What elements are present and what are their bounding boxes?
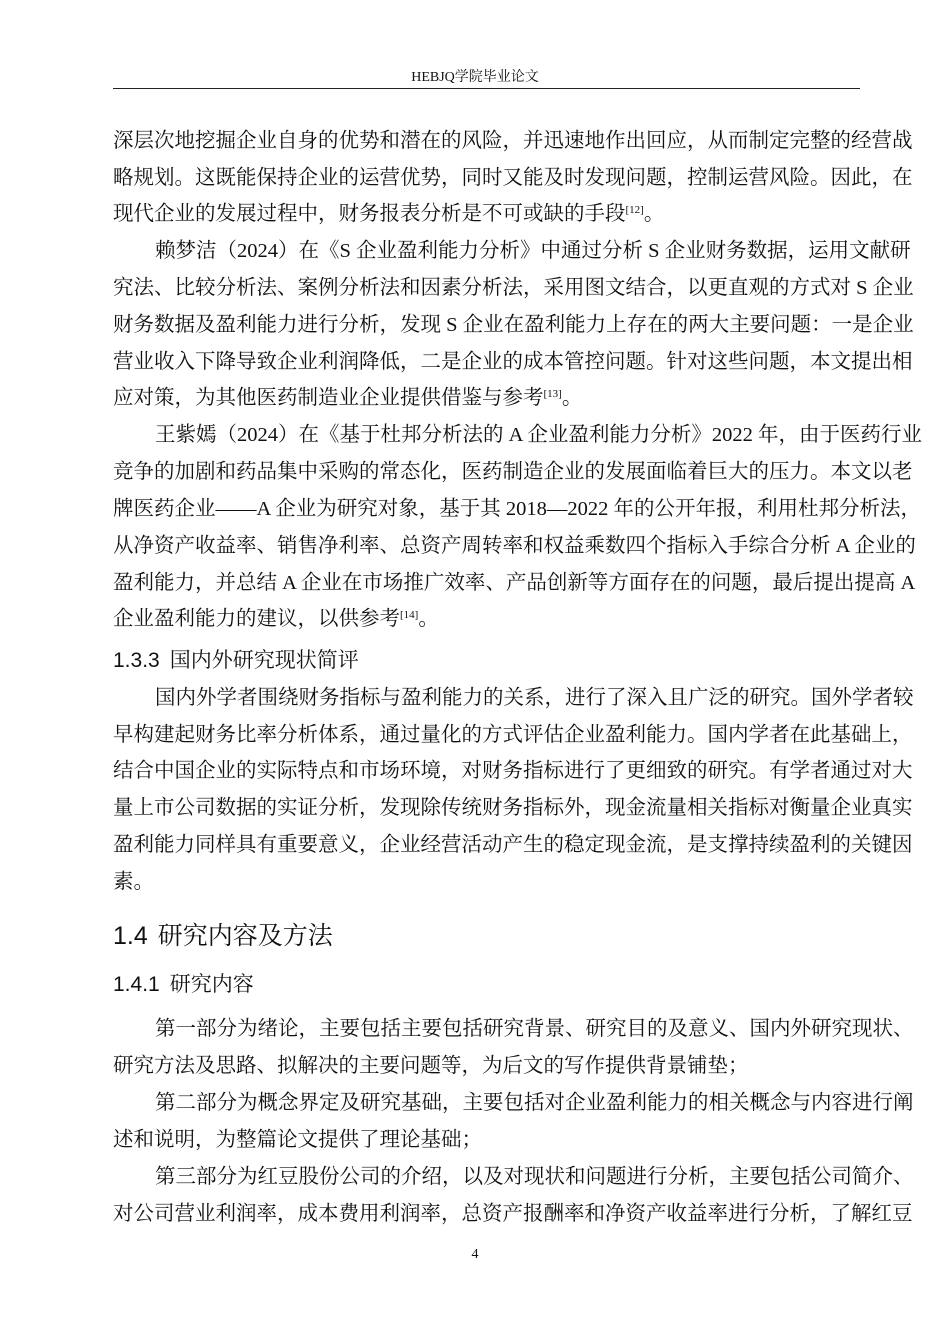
heading-number: 1.3.3 (113, 649, 160, 672)
paragraph-line (113, 722, 913, 748)
paragraph-line (113, 832, 913, 858)
heading-title: 国内外研究现状简评 (169, 649, 359, 672)
paragraph-line (113, 533, 916, 559)
paragraph-line (113, 1127, 860, 1153)
line-text: 应对策，为其他医药制造业企业提供借鉴与参考 (113, 387, 544, 409)
line-text: 素。 (113, 871, 154, 893)
line-text: 结合中国企业的实际特点和市场环境，对财务指标进行了更细致的研究。有学者通过对大 (113, 760, 913, 782)
line-text: 深层次地挖掘企业自身的优势和潜在的风险，并迅速地作出回应，从而制定完整的经营战 (113, 130, 913, 152)
line-text: 竞争的加剧和药品集中采购的常态化，医药制造企业的发展面临着巨大的压力。本文以老 (113, 461, 913, 483)
paragraph-line (113, 869, 860, 895)
line-text: 赖梦洁（2024）在《S 企业盈利能力分析》中通过分析 S 企业财务数据，运用文献研 (155, 240, 911, 262)
heading-number: 1.4 (113, 922, 148, 950)
paragraph-line (155, 1164, 914, 1190)
line-text: 量上市公司数据的实证分析，发现除传统财务指标外，现金流量相关指标对衡量企业真实 (113, 797, 913, 819)
paragraph-line (155, 1090, 914, 1116)
paragraph-line (155, 1016, 914, 1042)
line-text: 企业盈利能力的建议，以供参考 (113, 608, 400, 630)
paragraph-line (155, 238, 911, 264)
paragraph-line (113, 795, 913, 821)
paragraph-line (113, 165, 913, 191)
line-text: 述和说明，为整篇论文提供了理论基础； (113, 1129, 482, 1151)
paragraph-line (113, 1201, 913, 1227)
paragraph-line (155, 422, 923, 448)
line-text: 牌医药企业——A 企业为研究对象，基于其 2018—2022 年的公开年报，利用杜邦分析法， (113, 498, 922, 520)
line-text: 财务数据及盈利能力进行分析，发现 S 企业在盈利能力上存在的两大主要问题：一是企业 (113, 314, 914, 336)
line-text: 营业收入下降导致企业利润降低，二是企业的成本管控问题。针对这些问题，本文提出相 (113, 351, 913, 373)
line-text: 王紫嫣（2024）在《基于杜邦分析法的 A 企业盈利能力分析》2022 年，由于医药行业 (155, 424, 923, 446)
paragraph-line (113, 312, 914, 338)
paragraph-line (113, 385, 860, 411)
line-text: 究法、比较分析法、案例分析法和因素分析法，采用图文结合，以更直观的方式对 S 企业 (113, 277, 914, 299)
paragraph-line (113, 496, 922, 522)
line-text: 第一部分为绪论，主要包括主要包括研究背景、研究目的及意义、国内外研究现状、 (155, 1018, 914, 1040)
paragraph-line (113, 570, 916, 596)
paragraph-line (113, 349, 913, 375)
heading-title: 研究内容及方法 (157, 922, 333, 950)
line-text: 早构建起财务比率分析体系，通过量化的方式评估企业盈利能力。国内学者在此基础上， (113, 724, 913, 746)
line-text: 盈利能力同样具有重要意义，企业经营活动产生的稳定现金流，是支撑持续盈利的关键因 (113, 834, 913, 856)
line-text: 对公司营业利润率，成本费用利润率，总资产报酬率和净资产收益率进行分析，了解红豆 (113, 1203, 913, 1225)
paragraph-line (155, 685, 914, 711)
line-text: 。 (418, 608, 439, 630)
line-text: 第二部分为概念界定及研究基础，主要包括对企业盈利能力的相关概念与内容进行阐 (155, 1092, 914, 1114)
page-number: 4 (471, 1247, 479, 1262)
paragraph-line (113, 201, 860, 227)
citation-ref: [13] (543, 388, 562, 400)
line-text: 略规划。这既能保持企业的运营优势，同时又能及时发现问题，控制运营风险。因此，在 (113, 167, 913, 189)
paragraph-line (113, 459, 913, 485)
line-text: 。 (561, 387, 583, 409)
citation-ref: [14] (400, 609, 419, 621)
section-heading (113, 921, 333, 952)
paragraph-line (113, 758, 913, 784)
subsection-heading (113, 647, 359, 674)
heading-title: 研究内容 (169, 973, 254, 996)
line-text: 。 (643, 203, 665, 225)
paragraph-line (113, 275, 914, 301)
line-text: 研究方法及思路、拟解决的主要问题等，为后文的写作提供背景铺垫； (113, 1055, 749, 1077)
line-text: 第三部分为红豆股份公司的介绍，以及对现状和问题进行分析，主要包括公司简介、 (155, 1166, 914, 1188)
paragraph-line (113, 1053, 860, 1079)
line-text: 国内外学者围绕财务指标与盈利能力的关系，进行了深入且广泛的研究。国外学者较 (155, 687, 914, 709)
running-header: HEBJQ学院毕业论文 (411, 70, 539, 85)
line-text: 现代企业的发展过程中，财务报表分析是不可或缺的手段 (113, 203, 626, 225)
paragraph-line (113, 606, 860, 632)
line-text: 盈利能力，并总结 A 企业在市场推广效率、产品创新等方面存在的问题，最后提出提高 A (113, 572, 916, 594)
citation-ref: [12] (625, 204, 644, 216)
paragraph-line (113, 128, 913, 154)
heading-number: 1.4.1 (113, 973, 160, 996)
header-rule (113, 88, 860, 89)
subsection-heading (113, 971, 254, 998)
line-text: 从净资产收益率、销售净利率、总资产周转率和权益乘数四个指标入手综合分析 A 企业的 (113, 535, 916, 557)
